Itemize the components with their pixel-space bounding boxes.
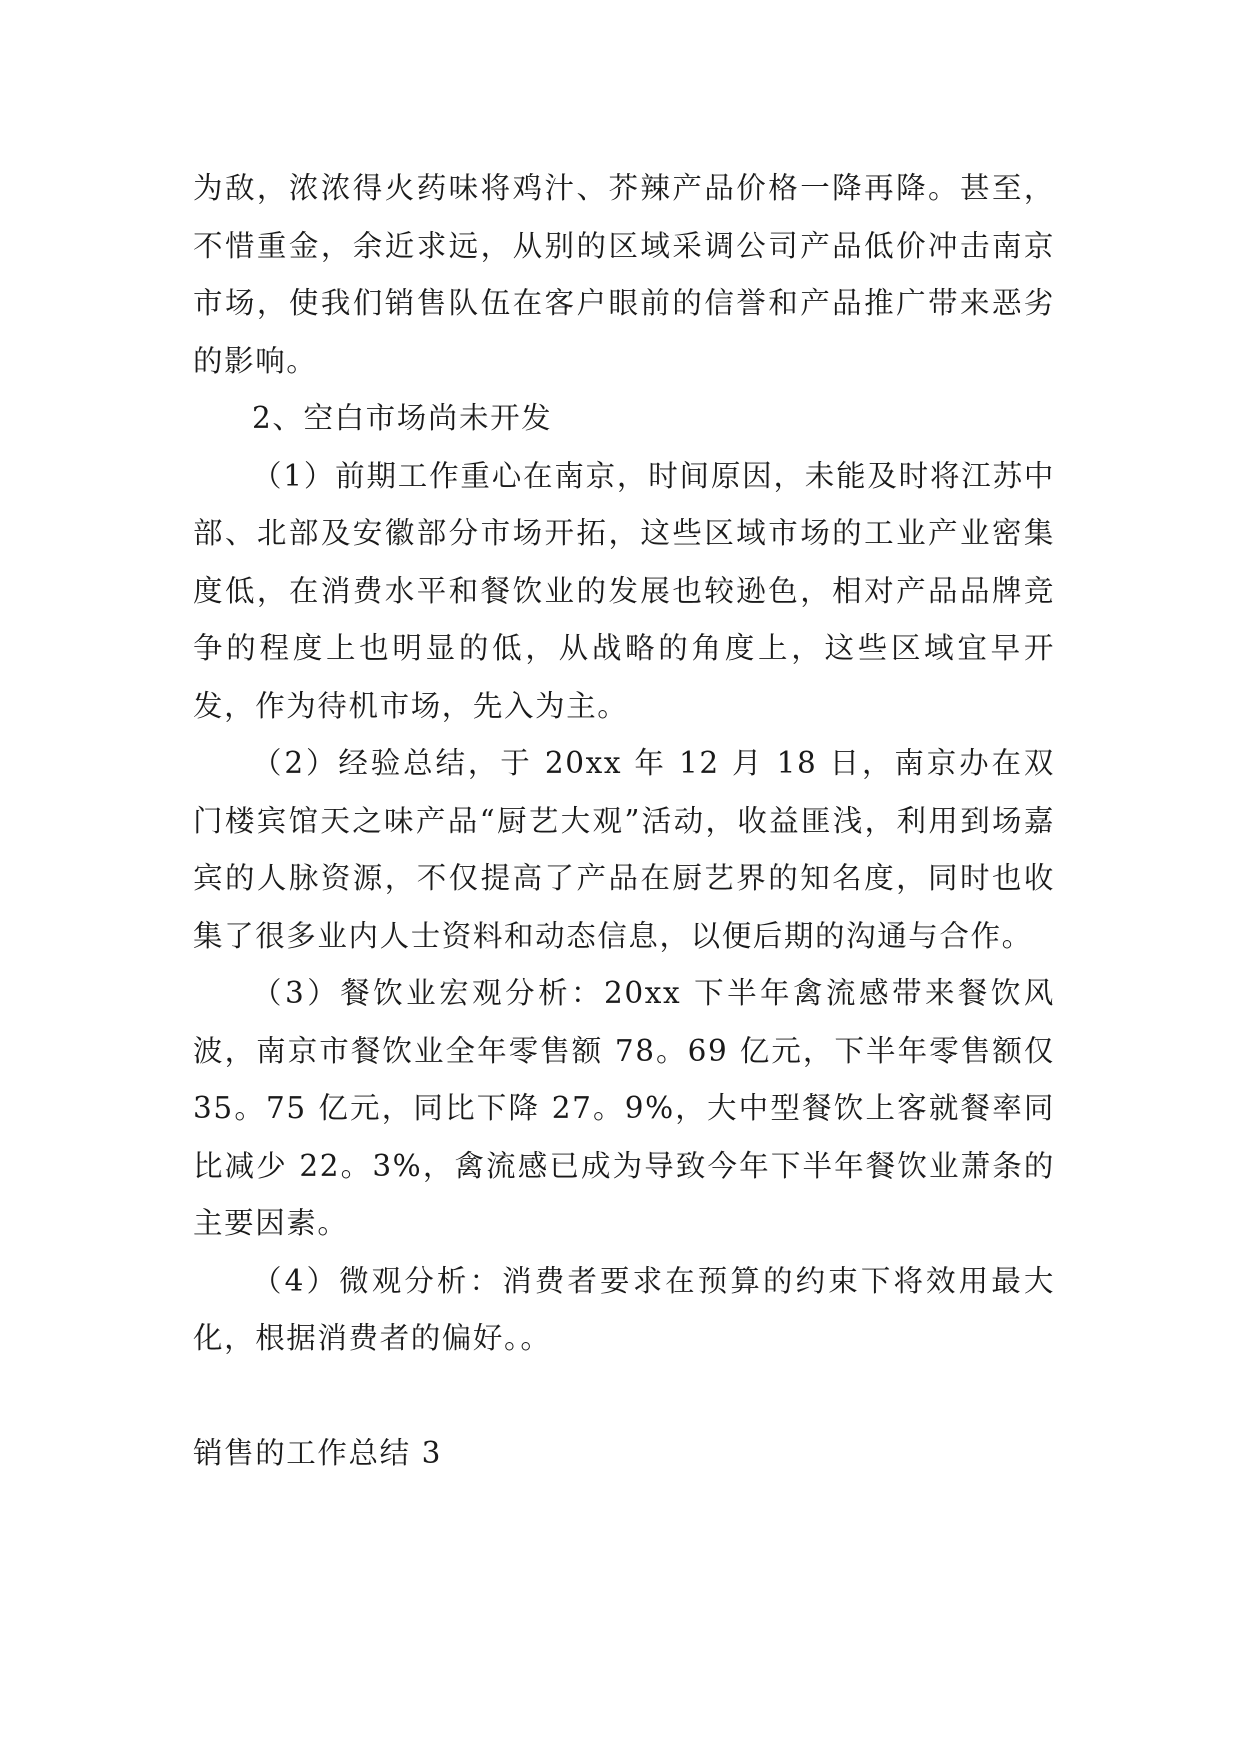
paragraph-point-1: （1）前期工作重心在南京，时间原因，未能及时将江苏中部、北部及安徽部分市场开拓，这些区域市场的工业产业密集度低，在消费水平和餐饮业的发展也较逊色，相对产品品牌竞争的程度上也明显的低，从战略的角度上，这些区域宜早开发，作为待机市场，先入为主。 [193,458,1055,723]
paragraph-point-4: （4）微观分析：消费者要求在预算的约束下将效用最大化，根据消费者的偏好。。 [193,1263,1055,1355]
section-title: 销售的工作总结 3 [193,1436,443,1470]
subheading-blank-market: 2、空白市场尚未开发 [252,401,553,435]
document-body [193,160,1055,1368]
paragraph-point-2: （2）经验总结，于 20xx 年 12 月 18 日，南京办在双门楼宾馆天之味产品“厨艺大观”活动，收益匪浅，利用到场嘉宾的人脉资源，不仅提高了产品在厨艺界的知名度，同时也收集了很多业内人士资料和动态信息，以便后期的沟通与合作。 [193,746,1055,953]
paragraph-point-3: （3）餐饮业宏观分析：20xx 下半年禽流感带来餐饮风波，南京市餐饮业全年零售额 78。69 亿元，下半年零售额仅 35。75 亿元，同比下降 27。9%，大中型餐饮上客就餐率同比减少 22。3%，禽流感已成为导致今年下半年餐饮业萧条的主要因素。 [193,976,1055,1240]
paragraph-intro: 为敌，浓浓得火药味将鸡汁、芥辣产品价格一降再降。甚至，不惜重金，余近求远，从别的区域采调公司产品低价冲击南京市场，使我们销售队伍在客户眼前的信誉和产品推广带来恶劣的影响。 [193,171,1055,378]
